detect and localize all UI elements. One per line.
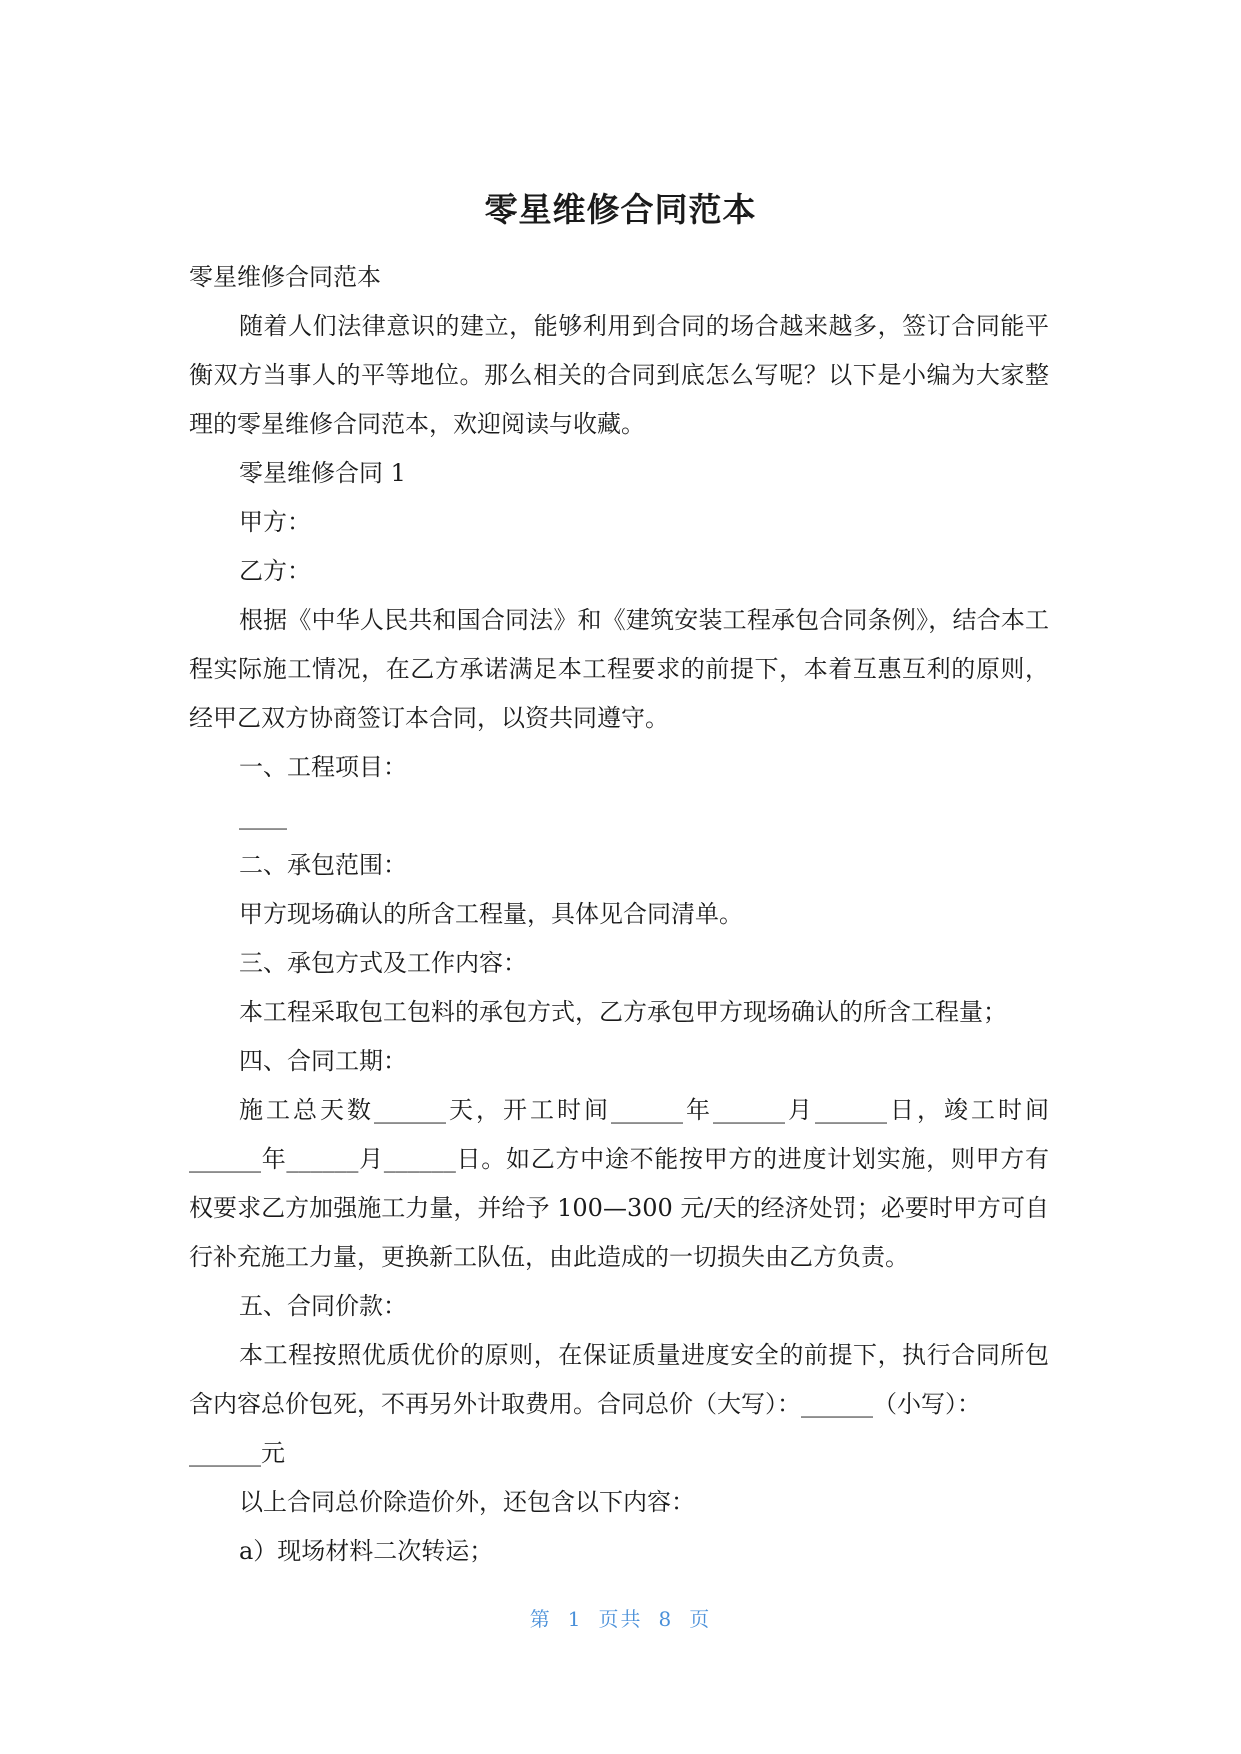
section-2-heading: 二、承包范围： — [239, 851, 407, 879]
party-a-line: 甲方： — [239, 508, 311, 536]
price-small-line: ______元 — [189, 1439, 285, 1467]
method-paragraph: 本工程采取包工包料的承包方式，乙方承包甲方现场确认的所含工程量； — [239, 998, 1007, 1026]
scope-paragraph: 甲方现场确认的所含工程量，具体见合同清单。 — [239, 900, 743, 928]
schedule-paragraph: 施工总天数______天，开工时间______年______月______日，竣工时间______年______月______日。如乙方中途不能按甲方的进度计划实施，则甲方有权要求乙方加强施工力量，并给予 100—300 元/天的经济处罚；必要时甲方可自行补充施工力量，更换新工队伍，由此造成的一切损失由乙方负责。 — [189, 1096, 1049, 1271]
price-includes-paragraph: 以上合同总价除造价外，还包含以下内容： — [239, 1488, 695, 1516]
total-pages: 8 — [658, 1607, 674, 1631]
subtitle-paragraph: 零星维修合同范本 — [189, 263, 381, 291]
section-4-heading: 四、合同工期： — [239, 1047, 407, 1075]
page-label-prefix: 第 — [529, 1607, 552, 1631]
page-label-middle: 页共 — [598, 1607, 643, 1631]
price-paragraph: 本工程按照优质优价的原则，在保证质量进度安全的前提下，执行合同所包含内容总价包死，不再另外计取费用。合同总价（大写）：______（小写）： — [189, 1341, 1049, 1418]
page-number: 1 — [567, 1607, 583, 1631]
party-b-line: 乙方： — [239, 557, 311, 585]
basis-paragraph: 根据《中华人民共和国合同法》和《建筑安装工程承包合同条例》，结合本工程实际施工情况，在乙方承诺满足本工程要求的前提下，本着互惠互利的原则，经甲乙双方协商签订本合同，以资共同遵守。 — [189, 606, 1049, 732]
section-3-heading: 三、承包方式及工作内容： — [239, 949, 527, 977]
document-body — [189, 253, 1049, 1576]
section-1-heading: 一、工程项目： — [239, 753, 407, 781]
project-blank: ____ — [239, 802, 287, 830]
page-label-suffix: 页 — [689, 1607, 712, 1631]
document-title: 零星维修合同范本 — [484, 190, 757, 229]
page-footer — [0, 1605, 1241, 1633]
intro-paragraph: 随着人们法律意识的建立，能够利用到合同的场合越来越多，签订合同能平衡双方当事人的平等地位。那么相关的合同到底怎么写呢？以下是小编为大家整理的零星维修合同范本，欢迎阅读与收藏。 — [189, 312, 1049, 438]
item-a-paragraph: a）现场材料二次转运； — [239, 1537, 494, 1565]
section-5-heading: 五、合同价款： — [239, 1292, 407, 1320]
contract-heading: 零星维修合同 1 — [239, 459, 406, 487]
